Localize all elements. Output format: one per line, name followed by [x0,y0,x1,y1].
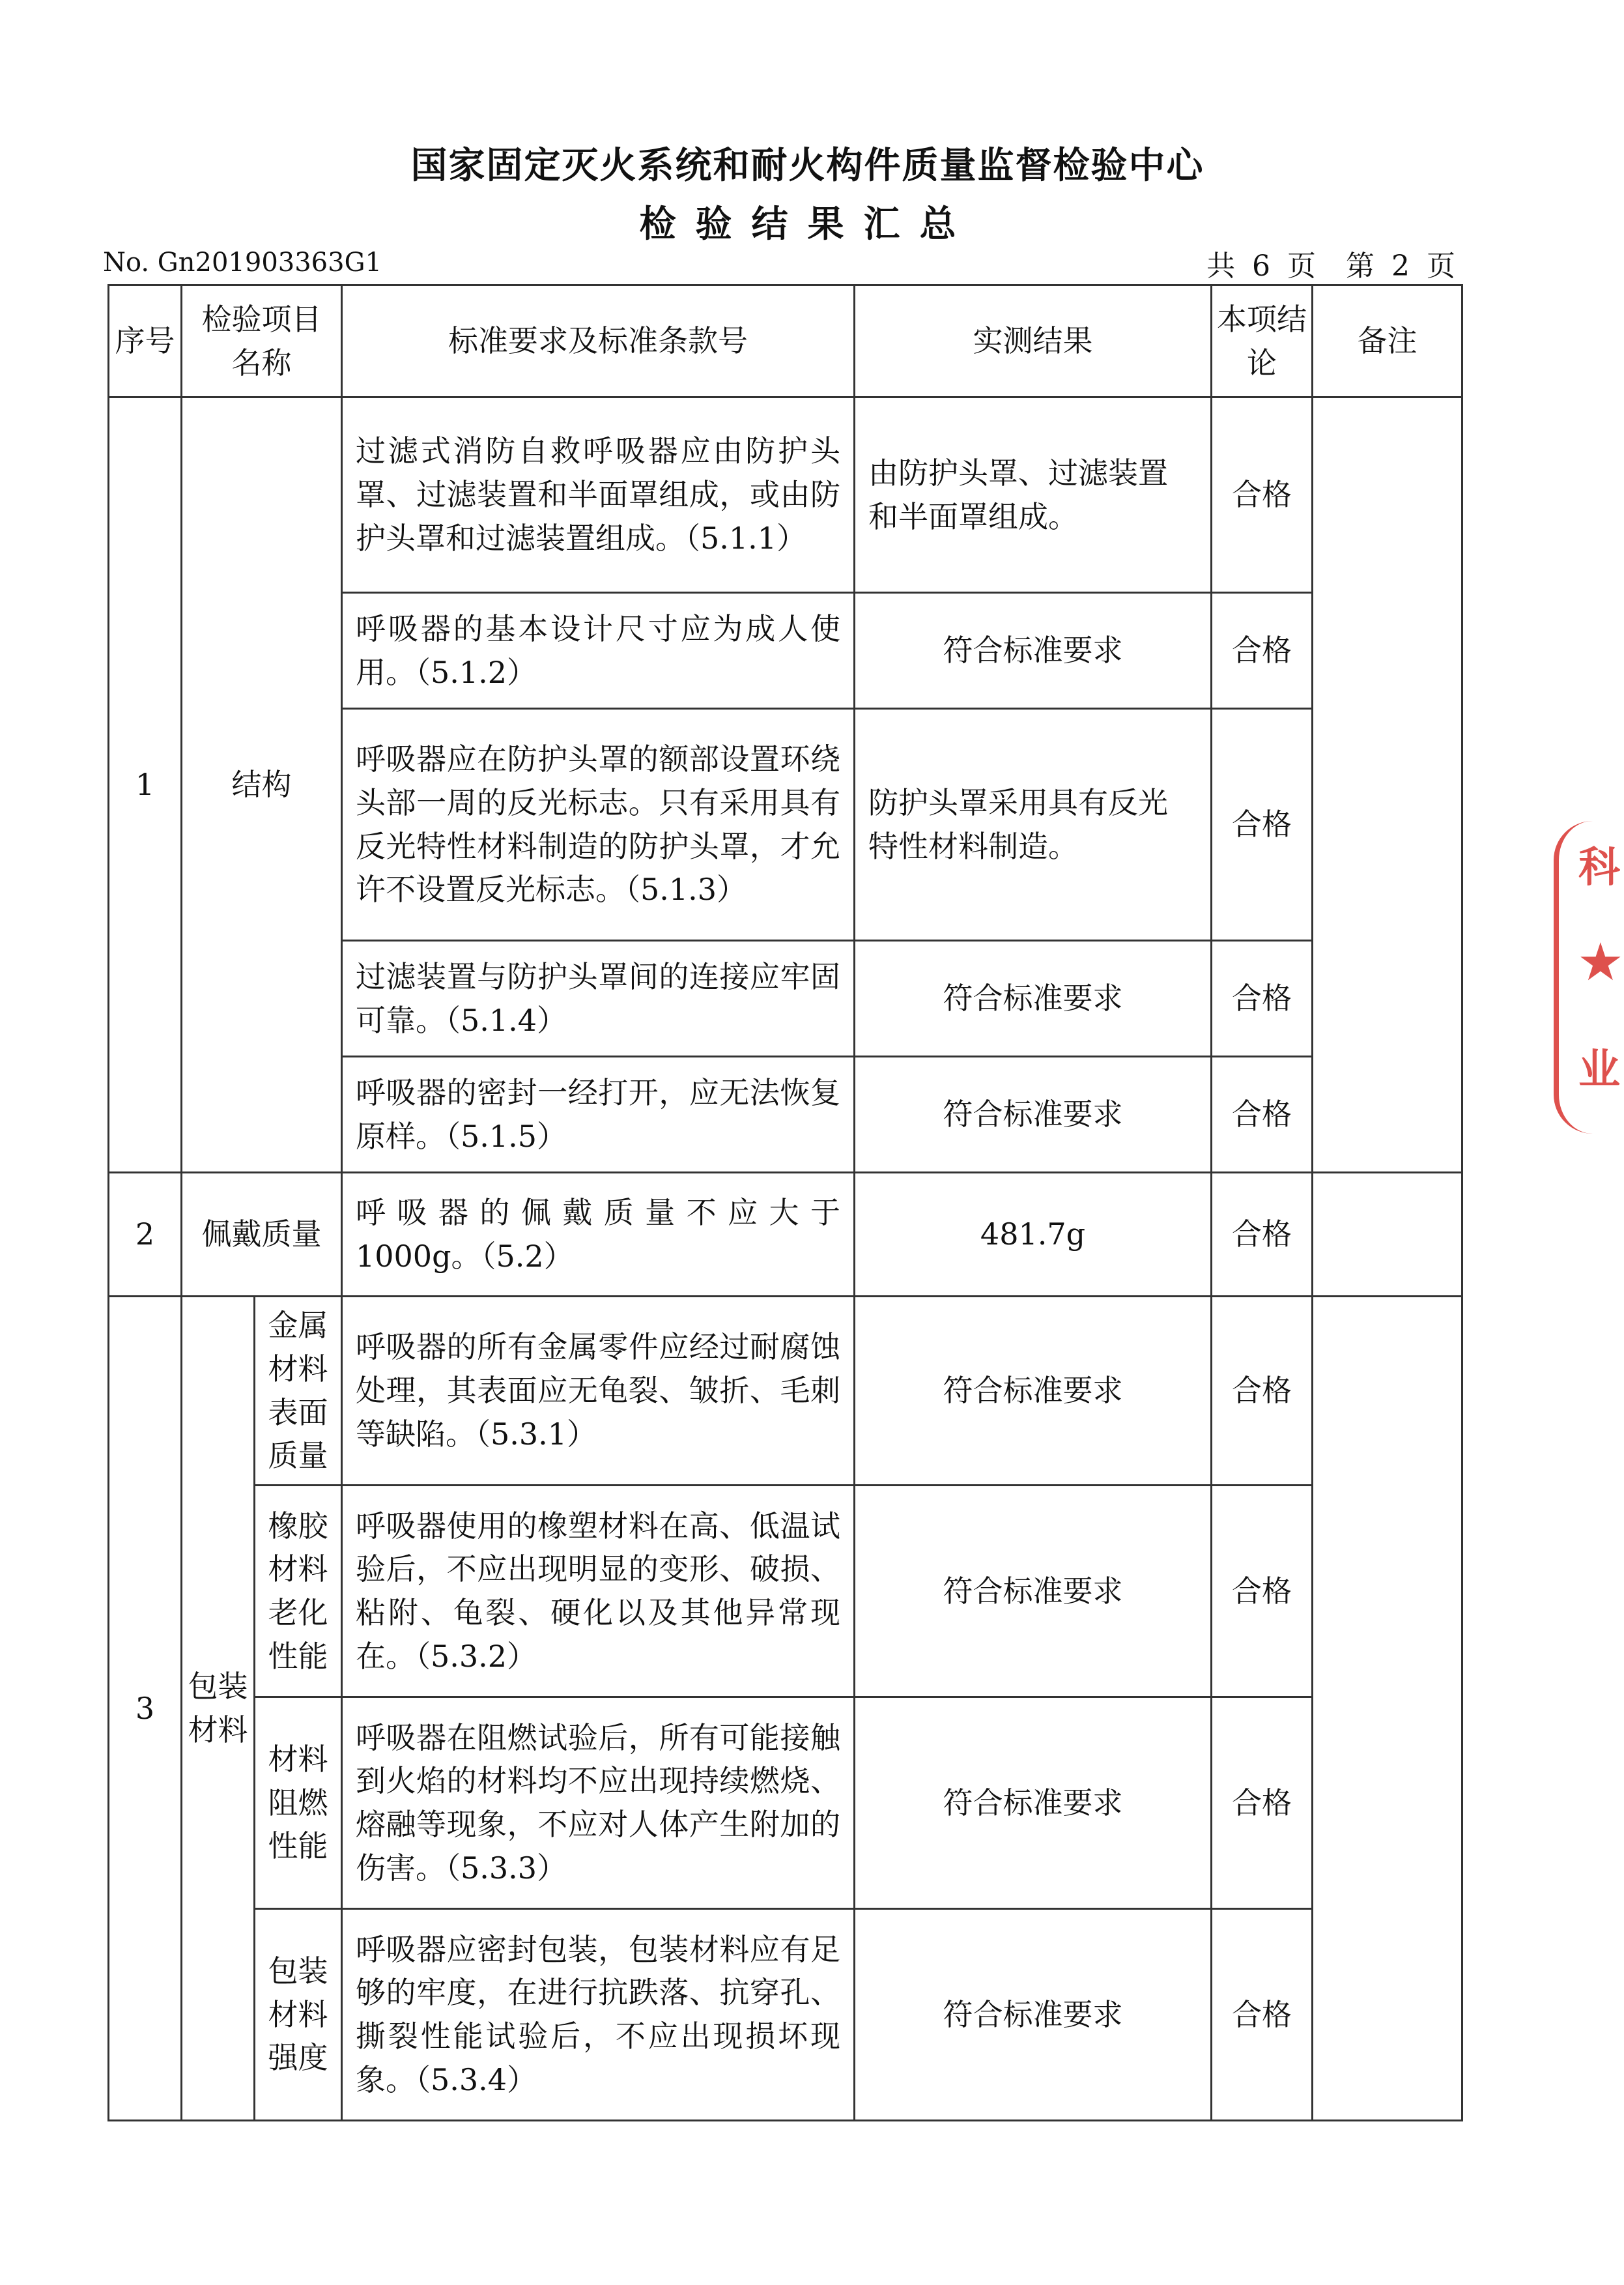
sub-item-cell: 橡胶材料老化性能 [255,1486,342,1697]
table-row [109,397,1462,593]
item-name-cell: 结构 [182,397,342,1173]
result-cell: 符合标准要求 [855,1909,1212,2121]
result-cell: 防护头罩采用具有反光特性材料制造。 [855,709,1212,941]
col-remark: 备注 [1313,285,1462,397]
conclusion-cell: 合格 [1212,941,1313,1057]
result-cell: 符合标准要求 [855,1297,1212,1486]
remark-cell [1313,1297,1462,2121]
conclusion-cell: 合格 [1212,397,1313,593]
star-icon: ★ [1577,932,1624,992]
result-cell: 符合标准要求 [855,941,1212,1057]
sub-item-cell: 包装材料强度 [255,1909,342,2121]
requirement-cell: 呼吸器应密封包装，包装材料应有足够的牢度，在进行抗跌落、抗穿孔、撕裂性能试验后，不应出现损坏现象。（5.3.4） [342,1909,855,2121]
table-row [109,1909,1462,2121]
report-title: 国家固定灭火系统和耐火构件质量监督检验中心 [410,145,1204,187]
table-row [109,1486,1462,1697]
result-cell: 符合标准要求 [855,1697,1212,1909]
result-cell: 由防护头罩、过滤装置和半面罩组成。 [855,397,1212,593]
page-number: 第 2 页 [1346,250,1455,283]
sub-item-cell: 金属材料表面质量 [255,1297,342,1486]
col-conclusion: 本项结论 [1212,285,1313,397]
conclusion-cell: 合格 [1212,1697,1313,1909]
result-cell: 符合标准要求 [855,1057,1212,1173]
conclusion-cell: 合格 [1212,1486,1313,1697]
requirement-cell: 呼吸器的密封一经打开，应无法恢复原样。（5.1.5） [342,1057,855,1173]
result-cell: 481.7g [855,1173,1212,1297]
report-subtitle: 检验结果汇总 [639,203,976,246]
remark-cell [1313,1173,1462,1297]
requirement-cell: 呼吸器的所有金属零件应经过耐腐蚀处理，其表面应无龟裂、皱折、毛刺等缺陷。（5.3.1） [342,1297,855,1486]
table-row [109,1297,1462,1486]
requirement-cell: 呼吸器的佩戴质量不应大于1000g。（5.2） [342,1173,855,1297]
requirement-cell: 呼吸器使用的橡塑材料在高、低温试验后，不应出现明显的变形、破损、粘附、龟裂、硬化以及其他异常现在。（5.3.2） [342,1486,855,1697]
conclusion-cell: 合格 [1212,709,1313,941]
total-pages: 共 6 页 [1206,250,1317,283]
sub-item-cell: 材料阻燃性能 [255,1697,342,1909]
document-number: No. Gn201903363G1 [103,248,382,278]
conclusion-cell: 合格 [1212,593,1313,709]
col-seq: 序号 [109,285,182,397]
conclusion-cell: 合格 [1212,1057,1313,1173]
official-seal-stamp [1554,821,1624,1134]
table-row [109,1697,1462,1909]
conclusion-cell: 合格 [1212,1173,1313,1297]
requirement-cell: 呼吸器应在防护头罩的额部设置环绕头部一周的反光标志。只有采用具有反光特性材料制造的防护头罩，才允许不设置反光标志。（5.1.3） [342,709,855,941]
results-table [107,284,1463,2121]
requirement-cell: 过滤式消防自救呼吸器应由防护头罩、过滤装置和半面罩组成，或由防护头罩和过滤装置组成。（5.1.1） [342,397,855,593]
seq-cell: 3 [109,1297,182,2121]
requirement-cell: 呼吸器在阻燃试验后，所有可能接触到火焰的材料均不应出现持续燃烧、熔融等现象，不应对人体产生附加的伤害。（5.3.3） [342,1697,855,1909]
col-requirement: 标准要求及标准条款号 [342,285,855,397]
seq-cell: 1 [109,397,182,1173]
result-cell: 符合标准要求 [855,593,1212,709]
col-item: 检验项目名称 [182,285,342,397]
col-result: 实测结果 [855,285,1212,397]
page-info [1193,242,1455,284]
remark-cell [1313,397,1462,1173]
item-name-cell: 佩戴质量 [182,1173,342,1297]
table-header-row [109,285,1462,397]
requirement-cell: 呼吸器的基本设计尺寸应为成人使用。（5.1.2） [342,593,855,709]
conclusion-cell: 合格 [1212,1909,1313,2121]
stamp-char: 业 [1578,1046,1620,1094]
seq-cell: 2 [109,1173,182,1297]
stamp-char: 科 [1578,844,1620,892]
item-name-cell: 包装材料 [182,1297,255,2121]
requirement-cell: 过滤装置与防护头罩间的连接应牢固可靠。（5.1.4） [342,941,855,1057]
result-cell: 符合标准要求 [855,1486,1212,1697]
conclusion-cell: 合格 [1212,1297,1313,1486]
table-row [109,1173,1462,1297]
